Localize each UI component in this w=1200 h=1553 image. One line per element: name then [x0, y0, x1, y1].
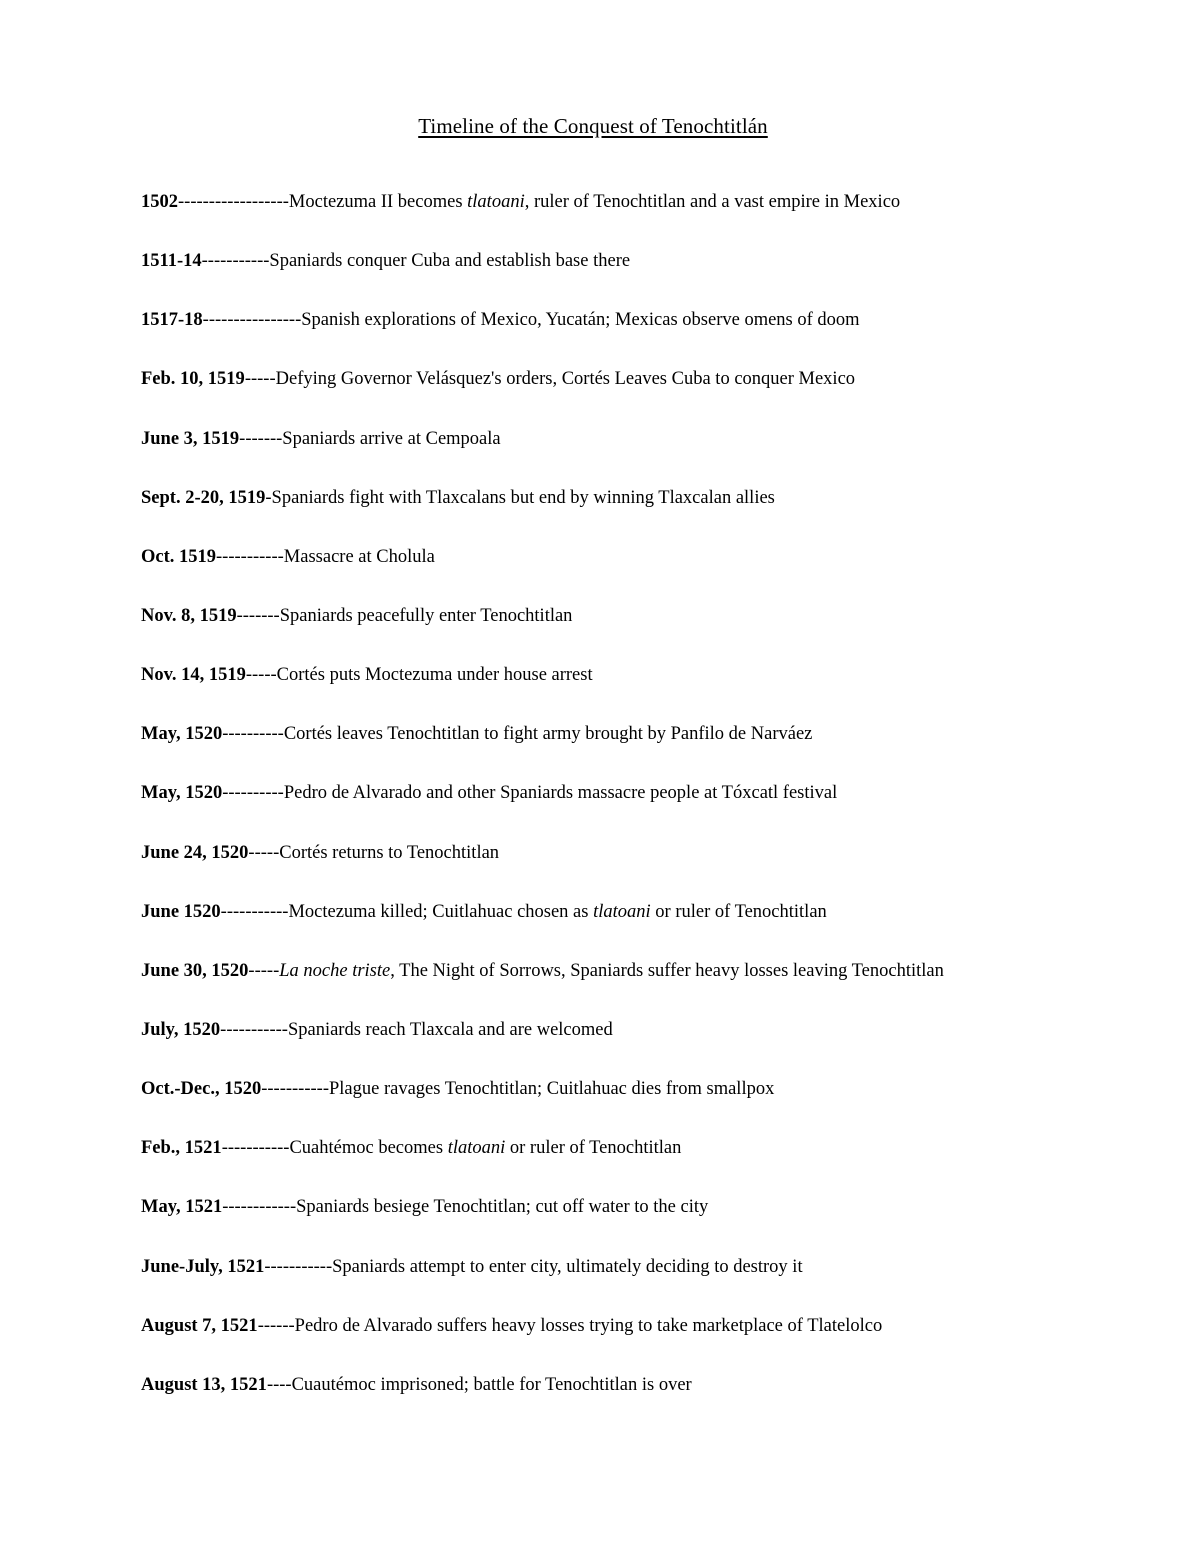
entry-date: June 30, 1520 [141, 960, 249, 981]
entry-dashes: ----------- [220, 901, 289, 922]
entry-dashes: ----------- [220, 1019, 288, 1040]
entry-description: or ruler of Tenochtitlan [505, 1138, 682, 1159]
entry-dashes: - [265, 487, 272, 508]
timeline-entry [141, 839, 1181, 898]
timeline-entry [141, 1193, 1181, 1252]
entry-description: Cuautémoc imprisoned; battle for Tenochtitlan is over [291, 1374, 692, 1395]
timeline-entry [141, 898, 1181, 957]
entry-dashes: ----- [248, 960, 280, 981]
entry-date: 1502 [141, 192, 178, 212]
entry-date: Feb., 1521 [141, 1138, 222, 1159]
entry-description: Cortés returns to Tenochtitlan [279, 842, 500, 863]
entry-dashes: ------- [236, 605, 280, 626]
entry-date: May, 1520 [141, 724, 223, 745]
entry-description: Moctezuma killed; Cuitlahuac chosen as [288, 901, 594, 922]
entry-description: Spaniards arrive at Cempoala [282, 428, 501, 449]
entry-date: 1517-18 [141, 310, 203, 331]
entry-dashes: ----------- [201, 251, 270, 272]
entry-description: Defying Governor Velásquez's orders, Cortés Leaves Cuba to conquer Mexico [275, 369, 856, 390]
entry-date: June 1520 [141, 901, 221, 922]
entry-date: Nov. 14, 1519 [141, 665, 246, 686]
entry-dashes: ----- [245, 665, 277, 686]
entry-date: May, 1520 [141, 783, 223, 804]
entry-dashes: ---------- [222, 724, 284, 745]
entry-dashes: ------------ [222, 1197, 297, 1218]
entry-dashes: ----------- [261, 1079, 329, 1100]
entry-description: Spaniards attempt to enter city, ultimately deciding to destroy it [332, 1256, 803, 1277]
entry-date: June 3, 1519 [141, 428, 240, 449]
entry-date: Nov. 8, 1519 [141, 605, 237, 626]
entry-description-italic: La noche triste [279, 960, 391, 981]
entry-description: Spaniards fight with Tlaxcalans but end by winning Tlaxcalan allies [271, 487, 775, 508]
timeline-entry [141, 188, 1181, 247]
entry-dashes: ---- [266, 1374, 292, 1395]
timeline-entry [141, 365, 1181, 424]
timeline-entry [141, 1312, 1181, 1371]
timeline-entry [141, 779, 1181, 838]
entry-date: July, 1520 [141, 1019, 221, 1040]
entry-description: , The Night of Sorrows, Spaniards suffer heavy losses leaving Tenochtitlan [390, 960, 944, 981]
timeline-entry [141, 1371, 1181, 1430]
timeline-entry [141, 306, 1181, 365]
entry-date: Oct.-Dec., 1520 [141, 1079, 262, 1100]
entry-date: May, 1521 [141, 1197, 223, 1218]
entry-description: or ruler of Tenochtitlan [650, 901, 827, 922]
entry-date: June-July, 1521 [141, 1256, 265, 1277]
entry-description: , ruler of Tenochtitlan and a vast empire in Mexico [524, 192, 901, 212]
entry-description: Plague ravages Tenochtitlan; Cuitlahuac dies from smallpox [329, 1079, 775, 1100]
entry-description: Spaniards conquer Cuba and establish base there [269, 251, 631, 272]
entry-dashes: ---------- [222, 783, 284, 804]
entry-description: Spaniards peacefully enter Tenochtitlan [279, 605, 573, 626]
entry-date: August 13, 1521 [141, 1374, 267, 1395]
entry-description-italic: tlatoani [467, 192, 525, 212]
timeline-entry [141, 720, 1181, 779]
entry-description: Cortés puts Moctezuma under house arrest [276, 665, 593, 686]
entry-dashes: ----------- [264, 1256, 333, 1277]
entry-description: Moctezuma II becomes [288, 192, 468, 212]
entry-dashes: ---------------- [202, 310, 302, 331]
entry-dashes: ------- [239, 428, 283, 449]
timeline-entry [141, 484, 1181, 543]
entry-description: Spaniards besiege Tenochtitlan; cut off water to the city [296, 1197, 709, 1218]
entry-date: Feb. 10, 1519 [141, 369, 245, 390]
timeline-entry [141, 1075, 1181, 1134]
entry-dashes: ----- [248, 842, 280, 863]
entry-description: Cortés leaves Tenochtitlan to fight army brought by Panfilo de Narváez [283, 724, 813, 745]
entry-dashes: ------------------ [178, 192, 289, 212]
entry-description: Massacre at Cholula [283, 546, 435, 567]
entry-description: Spaniards reach Tlaxcala and are welcomed [287, 1019, 613, 1040]
timeline-entry [141, 1016, 1181, 1075]
entry-description-italic: tlatoani [447, 1138, 506, 1159]
timeline-list [141, 188, 1181, 1430]
entry-date: August 7, 1521 [141, 1315, 258, 1336]
entry-date: Oct. 1519 [141, 546, 217, 567]
entry-date: June 24, 1520 [141, 842, 249, 863]
timeline-entry [141, 425, 1181, 484]
entry-date: Sept. 2-20, 1519 [141, 487, 266, 508]
entry-description: Pedro de Alvarado suffers heavy losses trying to take marketplace of Tlatelolco [294, 1315, 883, 1336]
timeline-entry [141, 957, 1181, 1016]
entry-description-italic: tlatoani [593, 901, 651, 922]
timeline-entry [141, 602, 1181, 661]
timeline-entry [141, 247, 1181, 306]
timeline-entry [141, 661, 1181, 720]
entry-description: Spanish explorations of Mexico, Yucatán; Mexicas observe omens of doom [301, 310, 860, 331]
timeline-entry [141, 1253, 1181, 1312]
timeline-entry [141, 543, 1181, 602]
timeline-entry [141, 1134, 1181, 1193]
entry-dashes: ----- [244, 369, 276, 390]
entry-description: Pedro de Alvarado and other Spaniards massacre people at Tóxcatl festival [283, 783, 838, 804]
document-title: Timeline of the Conquest of Tenochtitlán [418, 114, 768, 138]
entry-description: Cuahtémoc becomes [289, 1138, 448, 1159]
entry-dashes: ----------- [221, 1138, 290, 1159]
entry-dashes: ----------- [216, 546, 284, 567]
entry-date: 1511-14 [141, 251, 202, 272]
entry-dashes: ------ [257, 1315, 295, 1336]
